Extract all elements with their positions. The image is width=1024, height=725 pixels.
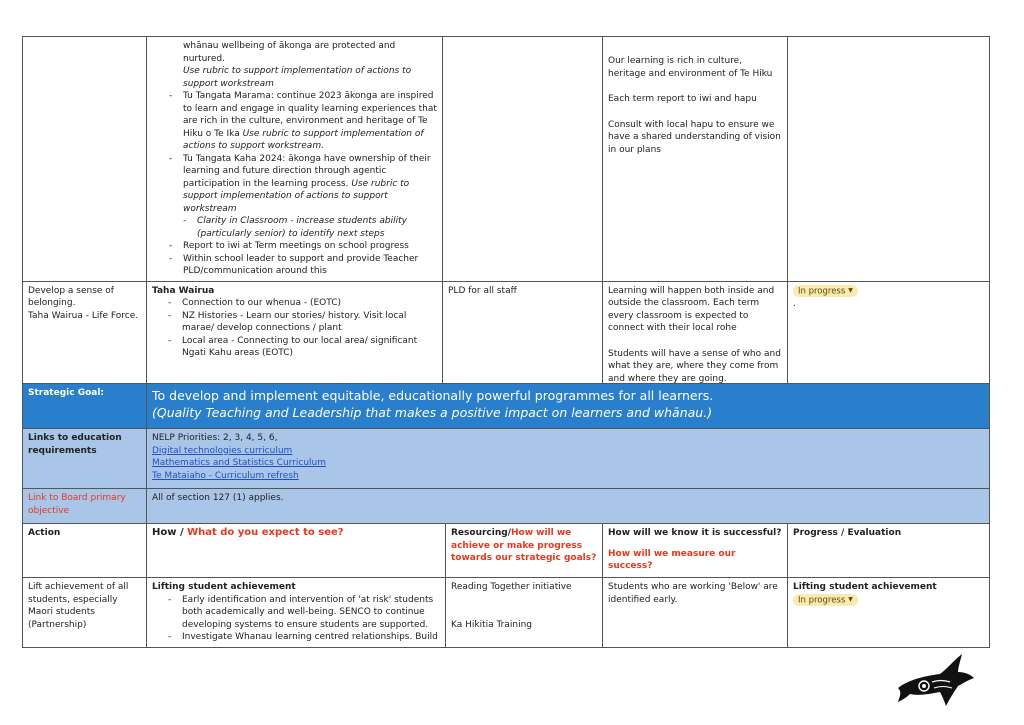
list-item: - Report to iwi at Term meetings on school progress [183,240,437,253]
list-item: - Early identification and intervention of 'at risk' students both academically and well-being. SENCO to continue developing systems to ensure students are supported. [182,594,440,632]
header-progress: Progress / Evaluation [788,524,990,578]
table-row [23,281,990,395]
table-row [23,578,990,648]
action-text: Develop a sense of belonging. [28,285,114,308]
strategic-goal-cell [147,384,990,429]
success-text: Our learning is rich in culture, heritage and environment of Te Hiku [608,56,773,79]
how-cell [147,578,446,648]
strategic-goal-subtext: (Quality Teaching and Leadership that makes a positive impact on learners and whānau.) [152,405,713,420]
progress-cell [788,578,990,648]
success-text: Learning will happen both inside and outside the classroom. Each term every classroom is expected to connect with their local rohe [608,285,775,333]
list-item: - Within school leader to support and provide Teacher PLD/communication around this [183,253,437,278]
shark-icon [896,650,976,710]
dropdown-arrow-icon: ▼ [848,595,853,603]
how-title: Taha Wairua [152,285,215,296]
progress-text: . [793,298,796,309]
board-objective-value: All of section 127 (1) applies. [147,489,990,524]
nelp-priorities: NELP Priorities: 2, 3, 4, 5, 6, [152,433,278,443]
success-cell: Students who are working 'Below' are identified early. [603,578,788,648]
header-resourcing: Resourcing/How will we achieve or make progress towards our strategic goals? [446,524,603,578]
links-label: Links to education requirements [23,429,147,489]
links-cell [147,429,990,489]
list-item: - Tu Tangata Kaha 2024: ākonga have ownership of their learning and future direction through agentic participation in the learning process. Use rubric to support implementation of actions to support workstream [183,153,437,216]
action-text: Taha Wairua - Life Force. [28,310,139,321]
how-title: Lifting student achievement [152,582,296,592]
success-cell [603,281,788,395]
progress-cell [788,37,990,282]
resourcing-text: PLD for all staff [448,285,517,296]
header-how: How / What do you expect to see? [147,524,446,578]
list-item: - Local area - Connecting to our local area/ significant Ngati Kahu areas (EOTC) [182,335,437,360]
success-text: Consult with local hapu to ensure we have a shared understanding of vision in our plans [608,119,781,155]
progress-cell [788,281,990,395]
list-subitem: - Clarity in Classroom - increase students ability (particularly senior) to identify next steps [197,215,437,240]
strategic-goal-text: To develop and implement equitable, educationally powerful programmes for all learners. [152,388,714,403]
list-item: - NZ Histories - Learn our stories/ history. Visit local marae/ develop connections / plant [182,310,437,335]
success-cell [603,37,788,282]
status-chip[interactable]: In progress ▼ [793,285,858,298]
strategic-goal-table [22,383,990,648]
strategic-goal-label: Strategic Goal: [23,384,147,429]
how-text-italic: Use rubric to support implementation of actions to support workstream [183,66,412,89]
how-cell [147,281,443,395]
how-cell [147,37,443,282]
resourcing-cell [443,37,603,282]
resourcing-text: Ka Hikitia Training [451,619,533,630]
success-text: Each term report to iwi and hapu [608,94,757,104]
table-header-row [23,524,990,578]
curriculum-link[interactable]: Te Mataiaho - Curriculum refresh [152,470,299,481]
progress-title: Lifting student achievement [793,582,937,592]
how-text: whānau wellbeing of ākonga are protected and nurtured. [183,41,396,64]
table-row [23,489,990,524]
list-item: - Tu Tangata Marama: continue 2023 ākonga are inspired to learn and engage in quality learning experiences that are rich in the culture, environment and heritage of Te Hiku o Te Ika Use rubric to support implementation of actions to support workstream. [183,90,437,153]
dropdown-arrow-icon: ▼ [848,286,853,294]
action-cell [23,281,147,395]
list-item: - Investigate Whanau learning centred relationships. Build [182,631,440,644]
resourcing-text: Reading Together initiative [451,582,572,592]
table-row [23,429,990,489]
header-success: How will we know it is successful? How will we measure our success? [603,524,788,578]
plan-table-continued [22,36,990,396]
board-objective-label: Link to Board primary objective [23,489,147,524]
table-row [23,37,990,282]
curriculum-link[interactable]: Mathematics and Statistics Curriculum [152,458,327,468]
action-cell: Lift achievement of all students, especially Maori students (Partnership) [23,578,147,648]
header-action: Action [23,524,147,578]
resourcing-cell [446,578,603,648]
action-cell [23,37,147,282]
resourcing-cell [443,281,603,395]
list-item: - Connection to our whenua - (EOTC) [182,297,437,310]
status-chip[interactable]: In progress ▼ [793,594,858,607]
success-text: Students will have a sense of who and what they are, where they come from and where they are going. [608,348,781,384]
curriculum-link[interactable]: Digital technologies curriculum [152,445,293,456]
table-row [23,384,990,429]
